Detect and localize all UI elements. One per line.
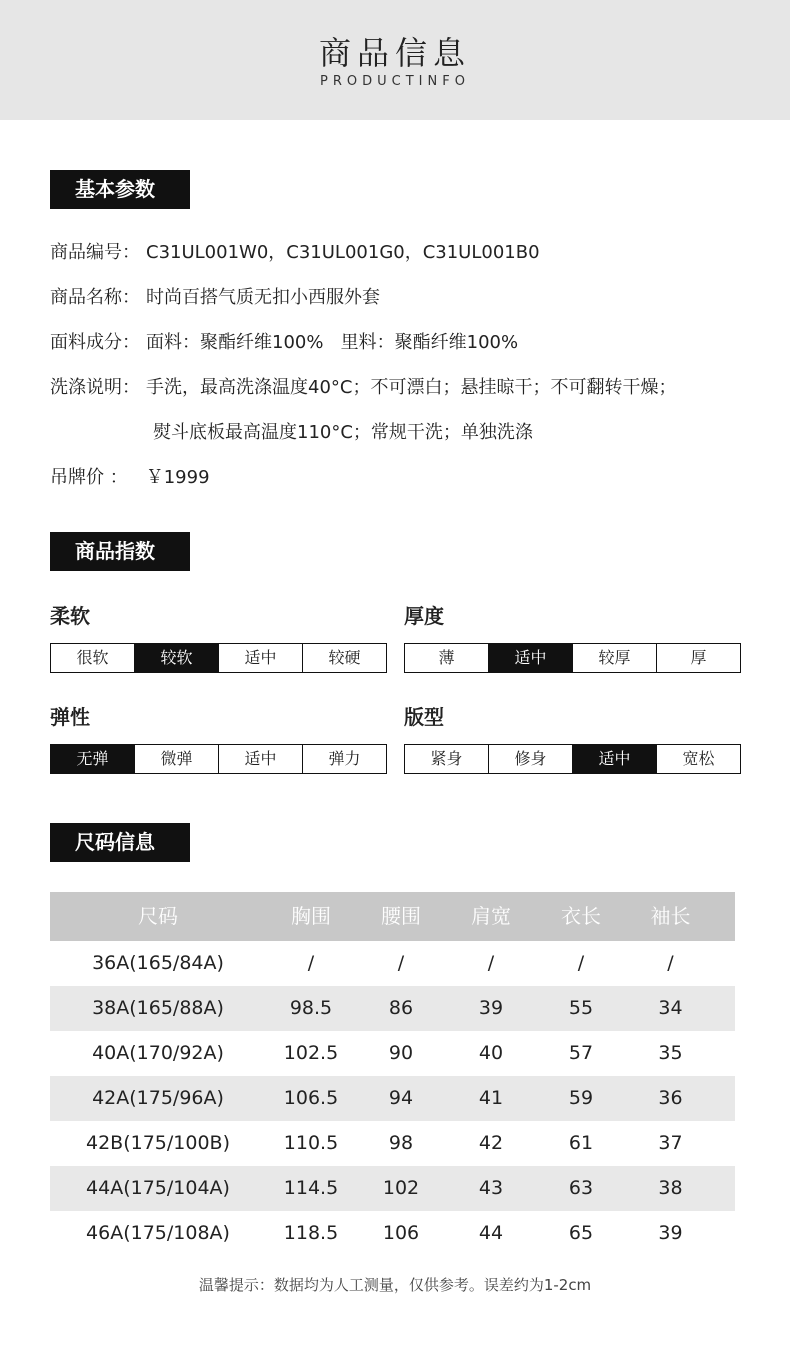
table-cell: 36A(165/84A)	[92, 952, 224, 974]
section-label-size: 尺码信息	[50, 823, 190, 862]
table-cell: 61	[568, 1132, 594, 1154]
scale-option: 很软	[51, 644, 135, 672]
table-cell: 38	[658, 1177, 683, 1199]
scale-option: 薄	[405, 644, 489, 672]
scale-option: 宽松	[657, 745, 740, 773]
table-cell: 106	[382, 1222, 420, 1244]
section-label-index: 商品指数	[50, 532, 190, 571]
table-cell: /	[487, 952, 495, 974]
scale-option: 紧身	[405, 745, 489, 773]
table-cell: 65	[568, 1222, 594, 1244]
param-key: 吊牌价 ：	[50, 467, 128, 488]
header-cell: 尺码	[138, 904, 178, 928]
header-cell: 衣长	[561, 904, 601, 928]
table-cell: 63	[568, 1177, 594, 1199]
measurement-tip: 温馨提示：数据均为人工测量，仅供参考。误差约为1-2cm	[198, 1276, 592, 1294]
header-cell: 袖长	[650, 904, 691, 928]
table-cell: 110.5	[283, 1132, 339, 1154]
scale-thickness	[404, 643, 741, 673]
table-cell: 39	[478, 997, 504, 1019]
param-row-material	[50, 328, 518, 354]
table-cell: 55	[568, 997, 594, 1019]
scale-option: 厚	[657, 644, 740, 672]
section-label-basic: 基本参数	[50, 170, 190, 209]
table-cell: 36	[658, 1087, 683, 1109]
page-title: 商品信息	[318, 34, 471, 72]
size-table-header	[50, 892, 735, 941]
param-value: 时尚百搭气质无扣小西服外套	[146, 287, 380, 308]
table-cell: 94	[388, 1087, 414, 1109]
size-table-body	[50, 941, 735, 1256]
param-row-washing	[50, 373, 676, 399]
header-cell: 肩宽	[471, 904, 511, 928]
table-cell: /	[577, 952, 585, 974]
table-row	[50, 1211, 735, 1256]
table-cell: /	[667, 952, 674, 974]
index-title-fit: 版型	[404, 705, 444, 729]
scale-option: 适中	[573, 745, 657, 773]
scale-option: 较硬	[303, 644, 386, 672]
scale-option: 较厚	[573, 644, 657, 672]
param-value: 面料：聚酯纤维100% 里料：聚酯纤维100%	[146, 332, 519, 353]
table-cell: 118.5	[283, 1222, 339, 1244]
header-cell: 胸围	[291, 904, 331, 928]
table-row	[50, 1076, 735, 1121]
table-cell: 90	[388, 1042, 414, 1064]
param-key: 面料成分：	[50, 332, 140, 353]
table-cell: 40A(170/92A)	[92, 1042, 224, 1064]
param-key: 商品名称：	[50, 287, 140, 308]
table-cell: 114.5	[283, 1177, 339, 1199]
scale-option: 适中	[219, 644, 303, 672]
table-cell: 35	[658, 1042, 683, 1064]
header-cell: 腰围	[381, 904, 421, 928]
param-row-code	[50, 238, 540, 264]
table-cell: 43	[478, 1177, 504, 1199]
table-cell: 98.5	[289, 997, 333, 1019]
table-row	[50, 941, 735, 986]
scale-option: 较软	[135, 644, 219, 672]
table-cell: 40	[478, 1042, 504, 1064]
table-cell: 44A(175/104A)	[86, 1177, 230, 1199]
scale-option: 适中	[489, 644, 573, 672]
scale-option: 弹力	[303, 745, 386, 773]
param-value: ￥1999	[145, 467, 210, 488]
table-row	[50, 1121, 735, 1166]
table-cell: 42B(175/100B)	[85, 1132, 230, 1154]
scale-option: 无弹	[51, 745, 135, 773]
table-cell: 86	[388, 997, 414, 1019]
table-cell: 98	[388, 1132, 414, 1154]
scale-option: 微弹	[135, 745, 219, 773]
table-cell: 46A(175/108A)	[86, 1222, 230, 1244]
table-cell: 42	[478, 1132, 504, 1154]
scale-softness	[50, 643, 387, 673]
table-cell: 41	[478, 1087, 504, 1109]
param-row-washing-cont	[153, 418, 533, 444]
table-cell: 44	[478, 1222, 504, 1244]
param-key: 商品编号：	[50, 242, 140, 263]
param-row-name	[50, 283, 380, 309]
table-cell: 37	[658, 1132, 683, 1154]
table-cell: 59	[568, 1087, 594, 1109]
table-row	[50, 1166, 735, 1211]
page-header	[0, 0, 790, 120]
table-cell: /	[397, 952, 405, 974]
index-title-thickness: 厚度	[404, 604, 444, 628]
table-cell: 57	[568, 1042, 594, 1064]
table-cell: 42A(175/96A)	[92, 1087, 224, 1109]
table-cell: /	[307, 952, 315, 974]
table-cell: 102.5	[283, 1042, 339, 1064]
scale-option: 适中	[219, 745, 303, 773]
size-table	[50, 892, 735, 1256]
index-title-elasticity: 弹性	[50, 705, 90, 729]
table-cell: 38A(165/88A)	[92, 997, 224, 1019]
scale-elasticity	[50, 744, 387, 774]
table-cell: 34	[658, 997, 683, 1019]
table-cell: 102	[382, 1177, 420, 1199]
page-subtitle: PRODUCTINFO	[320, 74, 470, 89]
scale-option: 修身	[489, 745, 573, 773]
table-row	[50, 986, 735, 1031]
param-key: 洗涤说明：	[50, 377, 140, 398]
index-title-softness: 柔软	[50, 604, 90, 628]
param-row-price	[50, 463, 210, 489]
scale-fit	[404, 744, 741, 774]
table-cell: 106.5	[283, 1087, 339, 1109]
table-cell: 39	[658, 1222, 683, 1244]
param-value: C31UL001W0，C31UL001G0，C31UL001B0	[146, 242, 540, 263]
param-value: 熨斗底板最高温度110°C；常规干洗；单独洗涤	[153, 422, 533, 443]
param-value: 手洗，最高洗涤温度40°C；不可漂白；悬挂晾干；不可翻转干燥；	[146, 377, 677, 398]
table-row	[50, 1031, 735, 1076]
